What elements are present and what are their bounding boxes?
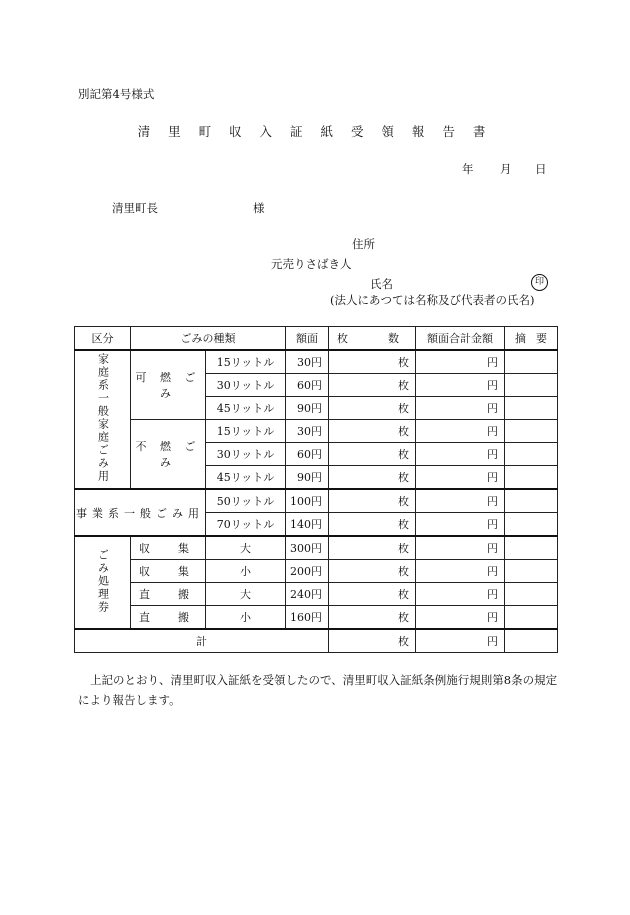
- remarks-cell: [505, 606, 558, 630]
- count-cell: 枚: [329, 536, 416, 560]
- total-cell: 円: [416, 443, 505, 466]
- bag-size: 15リットル: [206, 420, 286, 443]
- corporate-note: (法人にあつては名称及び代表者の氏名): [330, 293, 535, 307]
- ticket-kind: 直 搬: [131, 606, 206, 630]
- face-value: 60円: [286, 374, 329, 397]
- name-label: 氏名: [370, 277, 393, 291]
- face-value: 90円: [286, 466, 329, 490]
- face-value: 30円: [286, 350, 329, 374]
- header-remarks: 摘 要: [505, 327, 558, 351]
- header-count: 枚 数: [329, 327, 416, 351]
- total-cell: 円: [416, 489, 505, 513]
- count-cell: 枚: [329, 397, 416, 420]
- table-row: [75, 350, 558, 374]
- face-value: 140円: [286, 513, 329, 537]
- total-cell: 円: [416, 583, 505, 606]
- total-cell: 円: [416, 350, 505, 374]
- bag-size: 45リットル: [206, 466, 286, 490]
- bag-size: 70リットル: [206, 513, 286, 537]
- total-cell: 円: [416, 629, 505, 653]
- table-row: [75, 489, 558, 513]
- remarks-cell: [505, 350, 558, 374]
- face-value: 160円: [286, 606, 329, 630]
- remarks-cell: [505, 560, 558, 583]
- address-label: 住所: [352, 237, 375, 251]
- count-cell: 枚: [329, 606, 416, 630]
- count-cell: 枚: [329, 350, 416, 374]
- bag-size: 45リットル: [206, 397, 286, 420]
- form-number: 別記第4号様式: [78, 87, 155, 101]
- date-day-label: 日: [535, 162, 547, 176]
- table-row: [75, 420, 558, 443]
- table-row: [75, 606, 558, 630]
- bag-size: 15リットル: [206, 350, 286, 374]
- bag-size: 50リットル: [206, 489, 286, 513]
- remarks-cell: [505, 513, 558, 537]
- seal-mark: 印: [531, 274, 548, 291]
- report-statement: 上記のとおり、清里町収入証紙を受領したので、清里町収入証紙条例施行規則第8条の規定により報告します。: [78, 673, 558, 707]
- face-value: 90円: [286, 397, 329, 420]
- total-row: [75, 629, 558, 653]
- face-value: 300円: [286, 536, 329, 560]
- ticket-kind: 直 搬: [131, 583, 206, 606]
- total-cell: 円: [416, 560, 505, 583]
- remarks-cell: [505, 443, 558, 466]
- burnable-label: 可 燃 ご み: [131, 350, 206, 420]
- remarks-cell: [505, 489, 558, 513]
- bag-size: 30リットル: [206, 443, 286, 466]
- date-year-label: 年: [462, 162, 474, 176]
- document-title: 清 里 町 収 入 証 紙 受 領 報 告 書: [137, 124, 493, 139]
- ticket-category: ごみ処理券: [75, 536, 131, 629]
- total-cell: 円: [416, 420, 505, 443]
- table-header-row: [75, 327, 558, 351]
- total-cell: 円: [416, 513, 505, 537]
- header-face-value: 額面: [286, 327, 329, 351]
- receipt-table: [74, 326, 558, 653]
- table-row: [75, 536, 558, 560]
- remarks-cell: [505, 583, 558, 606]
- addressee: 清里町長: [112, 201, 158, 215]
- total-cell: 円: [416, 606, 505, 630]
- face-value: 30円: [286, 420, 329, 443]
- face-value: 60円: [286, 443, 329, 466]
- count-cell: 枚: [329, 443, 416, 466]
- count-cell: 枚: [329, 374, 416, 397]
- count-cell: 枚: [329, 489, 416, 513]
- remarks-cell: [505, 397, 558, 420]
- remarks-cell: [505, 629, 558, 653]
- count-cell: 枚: [329, 629, 416, 653]
- total-cell: 円: [416, 536, 505, 560]
- remarks-cell: [505, 374, 558, 397]
- face-value: 200円: [286, 560, 329, 583]
- count-cell: 枚: [329, 420, 416, 443]
- face-value: 100円: [286, 489, 329, 513]
- header-total: 額面合計金額: [416, 327, 505, 351]
- ticket-size: 大: [206, 583, 286, 606]
- nonburnable-label: 不 燃 ご み: [131, 420, 206, 490]
- count-cell: 枚: [329, 466, 416, 490]
- total-cell: 円: [416, 397, 505, 420]
- ticket-size: 大: [206, 536, 286, 560]
- count-cell: 枚: [329, 513, 416, 537]
- table-row: [75, 583, 558, 606]
- seller-role: 元売りさばき人: [271, 257, 352, 271]
- total-cell: 円: [416, 374, 505, 397]
- ticket-size: 小: [206, 560, 286, 583]
- business-category: 事業系一般ごみ用: [75, 489, 206, 536]
- remarks-cell: [505, 466, 558, 490]
- total-cell: 円: [416, 466, 505, 490]
- household-category: 家庭系一般家庭ごみ用: [75, 350, 131, 489]
- remarks-cell: [505, 536, 558, 560]
- ticket-kind: 収 集: [131, 560, 206, 583]
- honorific: 様: [253, 201, 265, 215]
- header-category: 区分: [75, 327, 131, 351]
- remarks-cell: [505, 420, 558, 443]
- count-cell: 枚: [329, 560, 416, 583]
- total-label: 計: [75, 629, 329, 653]
- table-row: [75, 560, 558, 583]
- header-type: ごみの種類: [131, 327, 286, 351]
- date-month-label: 月: [500, 162, 512, 176]
- face-value: 240円: [286, 583, 329, 606]
- ticket-kind: 収 集: [131, 536, 206, 560]
- bag-size: 30リットル: [206, 374, 286, 397]
- ticket-size: 小: [206, 606, 286, 630]
- count-cell: 枚: [329, 583, 416, 606]
